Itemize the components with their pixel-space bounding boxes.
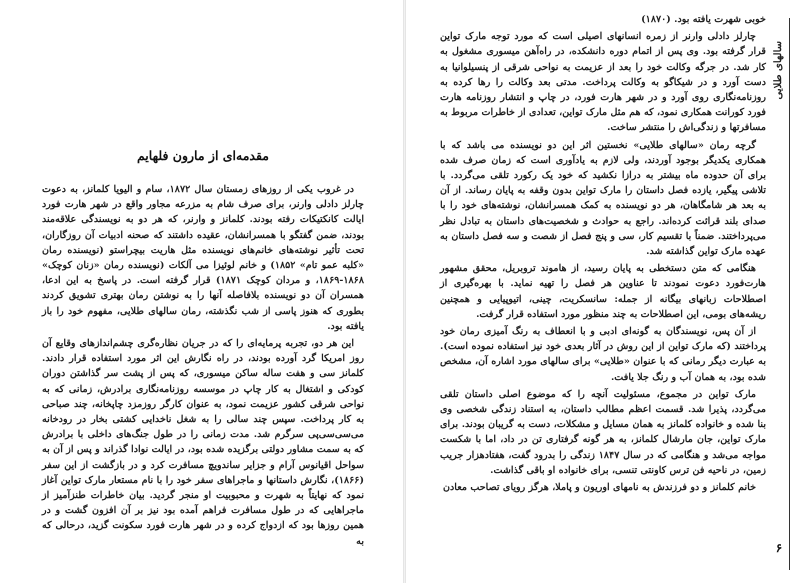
left-paragraph-1: در غروب یکی از روزهای زمستان سال ۱۸۷۲، سام و الیویا کلمانز، به دعوت چارلز دادلی وارنر، برای صرف شام به مزرعه مجاور واقع در شهر هارت فورد ایالت کانکتیکات رفته بودند. کلمانز و وارنر، که هر دو به نویسندگی علاقه‌مند بودند، ضمن گفتگو با همسرانشان، عقیده داشتند که صحنه ادبیات آن روزگاران، تحت تأثیر نوشته‌های خانم‌های نویسنده مثل هاریت بیچراستو (نویسنده رمان «کلبه عمو تام» ۱۸۵۲) و خانم لوئیزا می آلکات (نویسنده رمان «زنان کوچک» ۱۸۶۸-۱۸۶۹، و مردان کوچک ۱۸۷۱) قرار گرفته است. در پاسخ به این ادعا، همسران آن دو نویسنده بلافاصله آنها را به نوشتن رمان بهتری تشویق کردند بطوری که هنوز پاسی از شب نگذشته، رمان سالهای طلایی، مفهوم خود را باز یافته بود. <box>42 184 364 332</box>
left-paragraph-2: این هر دو، تجربه پرمایه‌ای را که در جریان نظاره‌گری چشم‌اندازهای وقایع آن روز امریکا گرد آورده بودند، در راه نگارش این اثر مورد استفاده قرار دادند. کلمانز سی و هفت ساله ساکن میسوری، که پس از پشت سر گذاشتن دوران کودکی و اشتغال به کار چاپ در موسسه روزنامه‌نگاری برادرش، زمانی که به نواحی شرقی کشور عزیمت نمود، به عنوان کارگر روزمزد چاپخانه، چند صباحی به کار پرداخت. سپس چند سالی را به شغل ناخدایی کشتی بخار در رودخانه می‌سی‌سی‌پی سرگرم شد. مدت زمانی را در طول جنگ‌های داخلی با برادرش که به سمت مشاور دولتی برگزیده شده بود، در ایالت نوادا گذراند و پس از آن به سواحل اقیانوس آرام و جزایر ساندویچ مسافرت کرد و در بازگشت از این سفر (۱۸۶۶)، نگارش داستانها و ماجراهای سفر خود را با نام مستعار مارک تواین آغاز نمود که نهایتاً به شهرت و محبوبیت او منجر گردید. بیان خاطرات طنزآمیز از ماجراهایی که در طول مسافرت فراهم آمده بود نیز بر آن افزون گشت و در همین روزها بود که ازدواج کرده و در شهر هارت فورد سکونت گزید، درحالی که به <box>42 338 364 547</box>
right-paragraph-1: خوبی شهرت یافته بود. (۱۸۷۰) <box>641 14 766 25</box>
running-head-text: سالهای طلایی <box>772 40 784 100</box>
section-title: مقدمه‌ای از مارون فلهایم <box>136 148 270 163</box>
right-page-body <box>440 12 766 495</box>
right-paragraph-5: از آن پس، نویسندگان به گونه‌ای ادبی و با انعطاف به رنگ آمیزی رمان خود پرداختند (که مارک تواین از این روش در آثار بعدی خود نیز استفاده نموده است). به عبارت دیگر رمانی که با عنوان «طلایی» برای سالهای مورد اشاره آن، مشخص شده بود، به همان آب و رنگ جلا یافت. <box>440 326 766 383</box>
right-paragraph-3: گرچه رمان «سالهای طلایی» نخستین اثر این دو نویسنده می باشد که با همکاری یکدیگر بوجود آوردند، ولی لازم به یادآوری است که زمان صرف شده برای آن حدوده ماه بیشتر به درازا نکشید که خود یک رکورد تلقی می‌گردد. با تلاشی پیگیر، یازده فصل داستان را مارک تواین بدون وقفه به پایان رساند. از آن به بعد هر شامگاهان، هر دو نویسنده به کمک همسرانشان، نوشته‌های خود را با صدای بلند قرائت کرده‌اند. راجع به حوادث و شخصیت‌های داستان به تبادل نظر می‌پرداختند. ضمناً با تقسیم کار، سی و پنج فصل از شصت و سه فصل داستان به عهده مارک تواین گذاشته شد. <box>440 139 766 258</box>
right-page <box>406 0 808 583</box>
right-paragraph-4: هنگامی که متن دستخطی به پایان رسید، از هاموند تروبریل، محقق مشهور هارت‌فورد دعوت نمودند تا عناوین هر فصل را تهیه نماید. با بهره‌گیری از اصطلاحات زبانهای بیگانه از جمله: سانسکریت، چینی، اتیوپیایی و همچنین ریشه‌های بومی، این اصطلاحات به چند منظور مورد استفاده قرار گرفت. <box>440 263 766 320</box>
right-paragraph-6: مارک تواین در مجموع، مسئولیت آنچه را که موضوع اصلی داستان تلقی می‌گردد، پذیرا شد. قسمت اعظم مطالب داستان، به استناد زندگی شخصی وی بنا شده و خانواده کلمانز به همان مسایل و مشکلات، دست به گریبان بودند. برای مارک تواین، جان مارشال کلمانز، به هر گونه گرفتاری تن در داد، اما با شکست مواجه می‌شد و هنگامی که در سال ۱۸۴۷ زندگی را بدرود گفت، هفتادهزار جریب زمین، در ناحیه فن ترس کاونتی تنسی، برای خانواده او باقی گذاشت. <box>440 388 767 476</box>
page-number: ۶ <box>775 541 783 555</box>
right-paragraph-7: خانم کلمانز و دو فرزندش به نامهای اوریون و پاملا، هرگز رویای تصاحب معادن <box>442 482 756 494</box>
right-paragraph-2: چارلز دادلی وارنر از زمره انسانهای اصیلی است که مورد توجه مارک تواین قرار گرفته بود. وی پس از اتمام دوره دانشکده، در راه‌آهن میسوری مشغول به کار شد. در جرگه وکالت خود را بعد از عزیمت به نواحی شرقی از پنسیلوانیا به دست آورد و در شیکاگو به وکالت پرداخت. مدتی بعد وکالت را رها کرده به روزنامه‌نگاری روی آورد و در شهر هارت فورد، در چاپ و انتشار روزنامه هارت فورد کورانت همکاری نمود، که هم مثل مارک تواین، تعدادی از خاطرات مربوط به مسافرتها و زندگی‌اش را منتشر ساخت. <box>440 31 766 134</box>
margin-rule <box>789 18 790 570</box>
left-page <box>0 0 403 583</box>
left-page-body <box>42 182 364 549</box>
running-head <box>766 30 790 110</box>
